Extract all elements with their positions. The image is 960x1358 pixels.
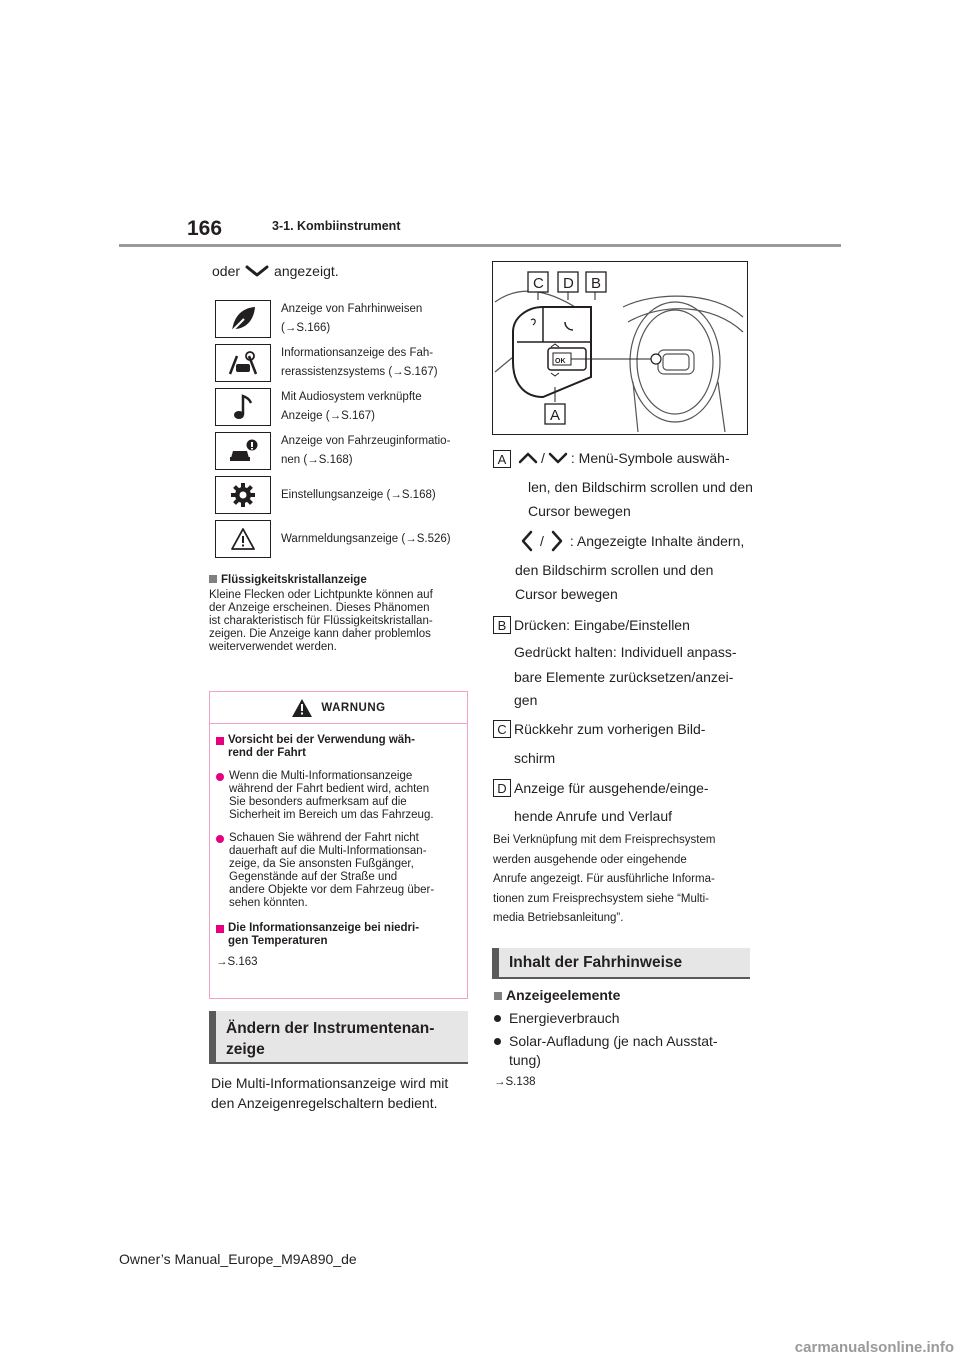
- warning-subheading: [216, 922, 459, 948]
- text-line: Wenn die Multi-Informationsanzeige: [229, 770, 413, 782]
- warning-triangle-icon: [215, 520, 271, 558]
- chevron-up-icon: [518, 451, 538, 465]
- square-bullet-icon: [494, 992, 502, 1000]
- item-text: gen: [514, 692, 538, 708]
- item-text: Drücken: Eingabe/Einstellen: [514, 617, 690, 633]
- steering-switch-illustration: [493, 262, 747, 434]
- section-title: 3-1. Kombiinstrument: [272, 219, 401, 233]
- warning-header: [210, 692, 467, 724]
- text-line: Vorsicht bei der Verwendung wäh-: [228, 734, 416, 746]
- icon-desc: [281, 344, 438, 382]
- text-line: während der Fahrt bedient wird, achten: [229, 783, 430, 795]
- label-box-b: B: [493, 616, 511, 634]
- bullet-dot-icon: [494, 1038, 501, 1045]
- label-box-d: D: [493, 779, 511, 797]
- text-line: Die Informationsanzeige bei niedri-: [228, 922, 420, 934]
- separator: /: [541, 450, 545, 466]
- desc-line: Einstellungsanzeige (→S.168): [281, 488, 436, 501]
- heading-line: zeige: [226, 1041, 265, 1058]
- intro-suffix: angezeigt.: [274, 263, 339, 279]
- item-text: Anzeige für ausgehende/einge-: [514, 780, 709, 796]
- desc-line: Anzeige (→S.167): [281, 410, 375, 422]
- item-a-line4: [520, 530, 744, 552]
- change-heading: [209, 1011, 468, 1064]
- item-b-marker: [493, 616, 511, 635]
- label-box-c: C: [493, 720, 511, 738]
- icon-desc: [281, 432, 450, 470]
- steering-switch-figure: [492, 261, 748, 435]
- anzeigeelemente-subheading: [494, 987, 620, 1003]
- icon-table: [215, 297, 468, 561]
- icon-desc: [281, 486, 436, 505]
- item-d-marker: [493, 779, 511, 798]
- leaf-icon: [215, 300, 271, 338]
- warning-body: [210, 724, 467, 969]
- icon-desc: [281, 388, 422, 426]
- footer-text: Owner’s Manual_Europe_M9A890_de: [119, 1251, 357, 1267]
- item-text: Gedrückt halten: Individuell anpass-: [514, 644, 737, 660]
- text-line: Die Multi-Informationsanzeige wird mit: [211, 1075, 449, 1091]
- figure-label-a: A: [550, 407, 561, 424]
- item-text: : Angezeigte Inhalte ändern,: [569, 533, 745, 549]
- text-line: Bei Verknüpfung mit dem Freisprechsystem: [493, 834, 716, 846]
- separator: /: [540, 533, 544, 549]
- warning-bullet: [216, 770, 459, 822]
- item-a-line1: [518, 450, 730, 466]
- change-text: [211, 1073, 448, 1113]
- text-line: dauerhaft auf die Multi-Informationsan-: [229, 845, 427, 857]
- desc-line: nen (→S.168): [281, 454, 353, 466]
- chevron-down-icon: [244, 264, 270, 278]
- bullet-dot-icon: [216, 773, 224, 781]
- gear-icon: [215, 476, 271, 514]
- item-text: bare Elemente zurücksetzen/anzei-: [514, 669, 734, 685]
- text-line: zeigen. Die Anzeige kann daher problemlos: [209, 628, 431, 640]
- text-line: Sicherheit im Bereich um das Fahrzeug.: [229, 809, 434, 821]
- text-line: media Betriebsanleitung”.: [493, 912, 624, 924]
- driver-assist-icon: [215, 344, 271, 382]
- lcd-subheading: [209, 574, 471, 586]
- icon-row: [215, 517, 468, 561]
- square-bullet-icon: [216, 925, 224, 933]
- text-line: tionen zum Freisprechsystem siehe “Multi-: [493, 892, 710, 905]
- heading-line: Ändern der Instrumentenan-: [226, 1020, 435, 1037]
- text-line: Schauen Sie während der Fahrt nicht: [229, 832, 419, 844]
- chevron-down-icon: [548, 451, 568, 465]
- desc-line: Informationsanzeige des Fah-: [281, 347, 434, 359]
- figure-label-c: C: [533, 275, 544, 292]
- reference-link: →S.138: [494, 1076, 536, 1088]
- text-line: sehen könnten.: [229, 897, 308, 909]
- text-line: weiterverwendet werden.: [209, 641, 337, 653]
- chevron-right-icon: [550, 530, 564, 552]
- vehicle-info-icon: [215, 432, 271, 470]
- text-line: Sie besonders aufmerksam auf die: [229, 796, 407, 808]
- chevron-left-icon: [520, 530, 534, 552]
- bullet-text: tung): [509, 1052, 541, 1068]
- square-bullet-icon: [216, 737, 224, 745]
- bullet-dot-icon: [216, 835, 224, 843]
- warning-bullet: [216, 832, 459, 910]
- label-box-a: A: [493, 450, 511, 468]
- ok-button-label: OK: [555, 358, 566, 365]
- desc-line: rerassistenzsystems (→S.167): [281, 366, 438, 378]
- lcd-title: Flüssigkeitskristallanzeige: [221, 574, 367, 586]
- page-number: 166: [187, 217, 223, 240]
- freisprech-note: [493, 831, 715, 929]
- watermark: carmanualsonline.info: [794, 1339, 954, 1356]
- icon-row: [215, 297, 468, 341]
- text-line: Anrufe angezeigt. Für ausführliche Informa-: [493, 873, 715, 885]
- text-line: rend der Fahrt: [228, 747, 306, 759]
- desc-line: Anzeige von Fahrhinweisen: [281, 303, 423, 315]
- warning-triangle-icon: [291, 698, 313, 718]
- desc-line: Warnmeldungsanzeige (→S.526): [281, 532, 451, 545]
- lcd-text: [209, 589, 471, 654]
- fahrhinweise-heading: [492, 948, 750, 979]
- text-line: der Anzeige erscheinen. Dieses Phänomen: [209, 602, 430, 614]
- square-bullet-icon: [209, 575, 217, 583]
- warning-box: [209, 691, 468, 999]
- figure-label-b: B: [591, 275, 602, 292]
- desc-line: Anzeige von Fahrzeuginformatio-: [281, 435, 451, 447]
- icon-desc: [281, 300, 422, 338]
- subheading-text: Anzeigeelemente: [506, 987, 621, 1003]
- warning-subheading: [216, 734, 459, 760]
- header-rule: [119, 244, 841, 247]
- warning-reference: →S.163: [216, 956, 258, 968]
- item-text: hende Anrufe und Verlauf: [514, 808, 673, 824]
- bullet-dot-icon: [494, 1015, 501, 1022]
- icon-row: [215, 385, 468, 429]
- lcd-note: [209, 574, 471, 654]
- item-text: : Menü-Symbole auswäh-: [570, 450, 730, 466]
- item-text: Cursor bewegen: [528, 503, 631, 519]
- desc-line: Mit Audiosystem verknüpfte: [281, 391, 422, 403]
- bullet-text: Solar-Aufladung (je nach Ausstat-: [509, 1033, 718, 1049]
- item-a-marker: [493, 450, 511, 469]
- icon-row: [215, 341, 468, 385]
- item-c-marker: [493, 720, 511, 739]
- item-text: Rückkehr zum vorherigen Bild-: [514, 721, 706, 737]
- music-note-icon: [215, 388, 271, 426]
- item-text: Cursor bewegen: [515, 586, 618, 602]
- bullet-text: Energieverbrauch: [509, 1010, 620, 1026]
- bullet-item: [494, 1010, 620, 1026]
- text-line: den Anzeigenregelschaltern bedient.: [211, 1095, 438, 1111]
- intro-prefix: oder: [212, 263, 241, 279]
- text-line: gen Temperaturen: [228, 935, 328, 947]
- heading-text: Inhalt der Fahrhinweise: [509, 954, 683, 971]
- bullet-item: [494, 1032, 718, 1070]
- text-line: andere Objekte vor dem Fahrzeug über-: [229, 884, 435, 896]
- item-text: schirm: [514, 750, 556, 766]
- item-text: den Bildschirm scrollen und den: [515, 562, 714, 578]
- text-line: Kleine Flecken oder Lichtpunkte können auf: [209, 589, 433, 601]
- desc-line: (→S.166): [281, 322, 331, 334]
- icon-row: [215, 473, 468, 517]
- text-line: ist charakteristisch für Flüssigkeitskristallan-: [209, 615, 433, 627]
- item-text: len, den Bildschirm scrollen und den: [528, 479, 753, 495]
- text-line: zeige, da Sie ansonsten Fußgänger,: [229, 858, 414, 870]
- icon-row: [215, 429, 468, 473]
- intro-line: [212, 263, 339, 279]
- figure-label-d: D: [563, 275, 574, 292]
- text-line: werden ausgehende oder eingehende: [493, 853, 687, 866]
- icon-desc: [281, 530, 451, 549]
- text-line: Gegenstände auf der Straße und: [229, 871, 398, 883]
- warning-title: WARNUNG: [321, 701, 386, 714]
